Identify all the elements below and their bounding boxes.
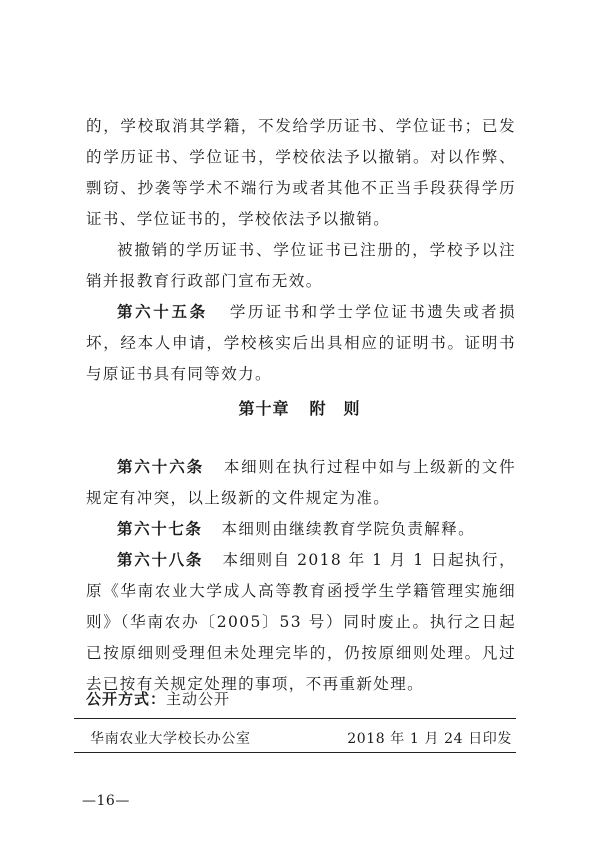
issuance-footer (90, 728, 512, 748)
disclosure-label: 公开方式： (86, 690, 167, 708)
chapter-heading (0, 396, 599, 419)
paragraph-revocation: 的，学校取消其学籍，不发给学历证书、学位证书；已发的学历证书、学位证书，学校依法予以撤销。对以作弊、剽窃、抄袭等学术不端行为或者其他不正当手段获得学历证书、学位证书的，学校依法予以撤销。 (86, 117, 516, 228)
paragraph-cancelled-certificates: 被撤销的学历证书、学位证书已注册的，学校予以注销并报教育行政部门宣布无效。 (86, 241, 516, 290)
chapter-title: 附 则 (309, 399, 361, 418)
article-text: 学历证书和学士学位证书遗失或者损坏，经本人申请，学校核实后出具相应的证明书。证明书与原证书具有同等效力。 (86, 303, 516, 383)
chapter-number: 第十章 (238, 399, 290, 418)
article-68 (86, 545, 516, 700)
article-label: 第六十五条 (117, 303, 208, 321)
issue-date: 2018 年 1 月 24 日印发 (347, 731, 512, 747)
article-text: 本细则自 2018 年 1 月 1 日起执行，原《华南农业大学成人高等教育函授学生学籍管理实施细则》（华南农办〔2005〕53 号）同时废止。执行之日起已按原细则受理但未处理完毕的，仍按原细则处理。凡过去已按有关规定处理的事项，不再重新处理。 (86, 551, 516, 693)
article-label: 第六十八条 (117, 551, 204, 569)
article-text: 本细则由继续教育学院负责解释。 (221, 520, 476, 538)
issuer-name: 华南农业大学校长办公室 (90, 731, 251, 747)
article-65 (86, 297, 516, 390)
disclosure-line (86, 688, 230, 709)
article-label: 第六十七条 (117, 520, 203, 538)
article-text: 本细则在执行过程中如与上级新的文件规定有冲突，以上级新的文件规定为准。 (86, 458, 516, 507)
article-67 (86, 514, 516, 545)
article-label: 第六十六条 (117, 458, 204, 476)
disclosure-value: 主动公开 (166, 690, 231, 708)
page-number: —16— (82, 793, 130, 809)
article-66 (86, 452, 516, 514)
footer-bottom-rule (74, 752, 516, 753)
footer-top-rule (74, 718, 516, 719)
